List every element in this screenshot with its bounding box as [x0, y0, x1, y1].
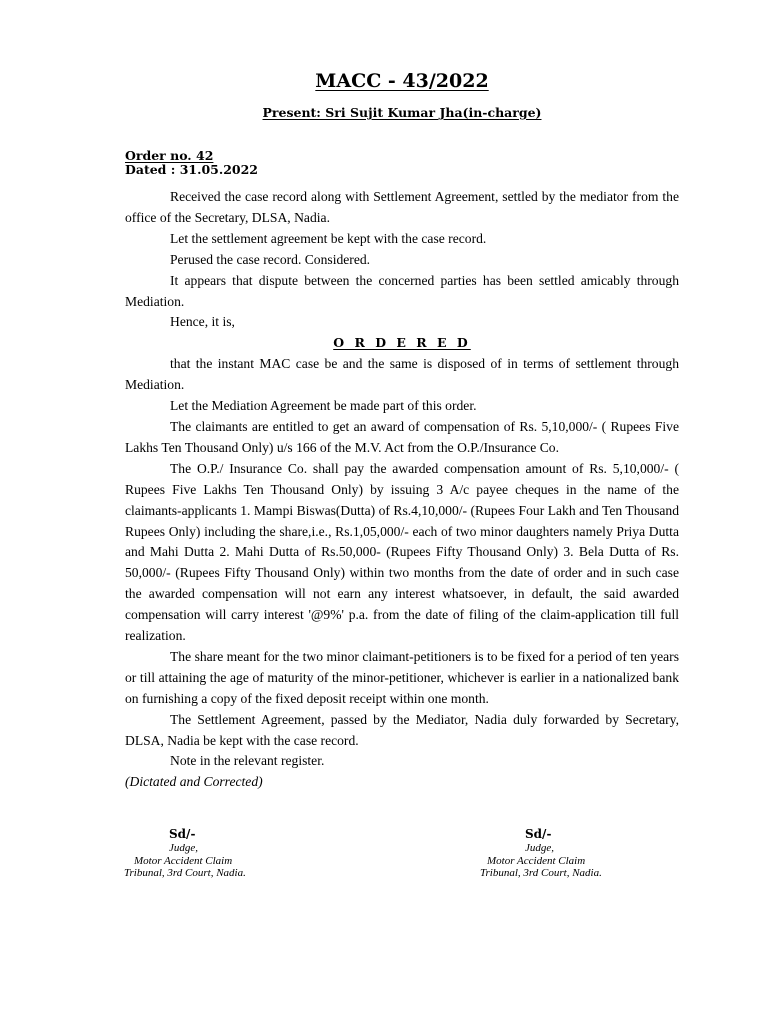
paragraph: Note in the relevant register.	[170, 753, 325, 769]
signature-block-right	[480, 826, 680, 880]
order-body	[125, 187, 679, 793]
paragraph: that the instant MAC case be and the same is disposed of in terms of settlement through Mediation.	[125, 356, 679, 393]
paragraph: The Settlement Agreement, passed by the Mediator, Nadia duly forwarded by Secretary, DLSA, Nadia be kept with the case record.	[125, 711, 679, 748]
signatory-court: Motor Accident Claim	[487, 854, 586, 867]
ordered-heading: O R D E R E D	[333, 335, 471, 351]
paragraph: Let the Mediation Agreement be made part of this order.	[170, 398, 477, 414]
paragraph: The share meant for the two minor claimant-petitioners is to be fixed for a period of ten years or till attaining the age of maturity of the minor-petitioner, whichever is earlier in a nationalized bank on furnishing a copy of the fixed deposit receipt within one month.	[125, 648, 679, 706]
paragraph: Received the case record along with Settlement Agreement, settled by the mediator from the office of the Secretary, DLSA, Nadia.	[125, 189, 679, 225]
signatory-title: Judge,	[525, 842, 555, 854]
paragraph: Let the settlement agreement be kept with the case record.	[170, 230, 487, 246]
signatory-tribunal: Tribunal, 3rd Court, Nadia.	[480, 867, 602, 879]
order-date: Dated : 31.05.2022	[125, 162, 259, 177]
paragraph: Perused the case record. Considered.	[170, 251, 371, 267]
presiding-officer: Present: Sri Sujit Kumar Jha(in-charge)	[262, 105, 542, 120]
paragraph: Hence, it is,	[170, 314, 235, 330]
dictated-note: (Dictated and Corrected)	[125, 774, 263, 790]
signatory-tribunal: Tribunal, 3rd Court, Nadia.	[124, 867, 246, 879]
paragraph: It appears that dispute between the concerned parties has been settled amicably through Mediation.	[125, 272, 679, 309]
signature-block-left	[124, 826, 324, 880]
order-number: Order no. 42	[125, 148, 214, 163]
signatory-title: Judge,	[169, 842, 199, 854]
paragraph: The claimants are entitled to get an award of compensation of Rs. 5,10,000/- ( Rupees Five Lakhs Ten Thousand Only) u/s 166 of the M.V. Act from the O.P./Insurance Co.	[125, 418, 679, 455]
signature-mark: Sd/-	[169, 827, 196, 841]
paragraph: The O.P./ Insurance Co. shall pay the awarded compensation amount of Rs. 5,10,000/- ( Rupees Five Lakhs Ten Thousand Only) by issuing 3 A/c payee cheques in the name of the claimants-applicants 1. Mampi Biswas(Dutta) of Rs.4,10,000/- (Rupees Four Lakh and Ten Thousand Rupees Only) including the share,i.e., Rs.1,05,000/- each of two minor daughters namely Priya Dutta and Mahi Dutta 2. Mahi Dutta of Rs.50,000- (Rupees Fifty Thousand Only) 3. Bela Dutta of Rs. 50,000/- (Rupees Fifty Thousand Only) within two months from the date of order and in such case the awarded compensation will not earn any interest whatsoever, in default, the said awarded compensation will carry interest '@9%' p.a. from the date of filing of the claim-application till full realization.	[125, 460, 679, 644]
case-title: MACC - 43/2022	[315, 70, 489, 92]
signature-mark: Sd/-	[525, 827, 552, 841]
signatory-court: Motor Accident Claim	[134, 854, 233, 867]
